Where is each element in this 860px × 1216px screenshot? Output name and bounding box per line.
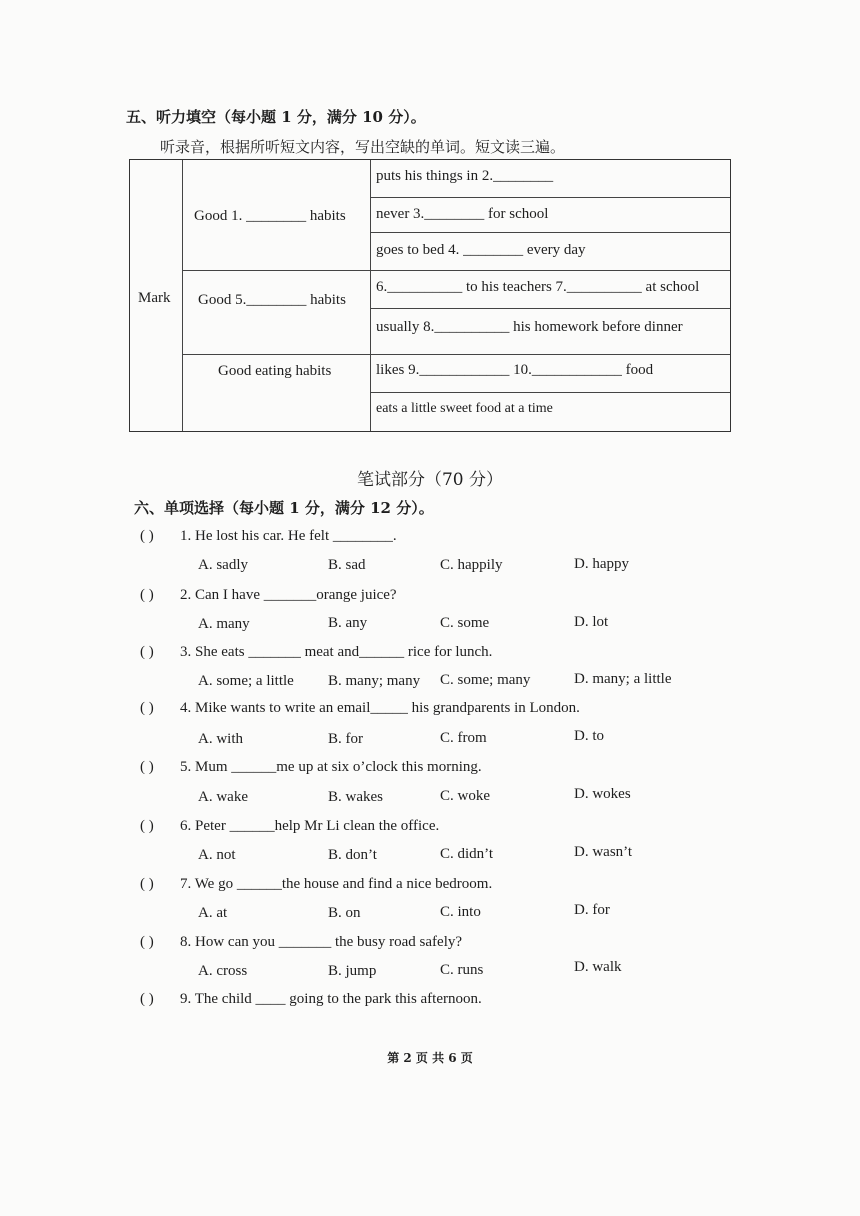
option-a: A. many [198, 616, 250, 632]
option-c: C. from [440, 730, 487, 746]
listening-table [129, 159, 731, 432]
option-c: C. didn’t [440, 846, 494, 862]
option-b: B. jump [328, 963, 377, 979]
option-c: C. some; many [440, 672, 531, 688]
option-a: A. wake [198, 789, 248, 805]
table-row: usually 8.__________ his homework before dinner [376, 319, 683, 335]
option-d: D. wokes [574, 786, 631, 802]
option-b: B. don’t [328, 847, 377, 863]
answer-bracket[interactable]: ( ) [140, 934, 154, 950]
option-a: A. sadly [198, 557, 248, 573]
question-3 [140, 644, 492, 661]
answer-bracket[interactable]: ( ) [140, 700, 154, 716]
group-label-2: Good 5.________ habits [198, 292, 346, 308]
option-b: B. many; many [328, 673, 421, 689]
question-text: 9. The child ____ going to the park this afternoon. [180, 991, 482, 1007]
question-text: 4. Mike wants to write an email_____ his grandparents in London. [180, 700, 580, 716]
option-b: B. sad [328, 557, 366, 573]
group-label-3: Good eating habits [218, 363, 332, 379]
option-a: A. cross [198, 963, 248, 979]
question-2 [140, 587, 397, 604]
question-text: 2. Can I have _______orange juice? [180, 587, 397, 603]
question-4 [140, 700, 580, 717]
table-row: puts his things in 2.________ [376, 168, 554, 184]
option-c: C. runs [440, 962, 484, 978]
option-d: D. wasn’t [574, 844, 633, 860]
option-a: A. not [198, 847, 236, 863]
option-d: D. lot [574, 614, 609, 630]
option-d: D. for [574, 902, 610, 918]
table-row: likes 9.____________ 10.____________ food [376, 362, 654, 378]
question-text: 5. Mum ______me up at six o’clock this morning. [180, 759, 482, 775]
question-1 [140, 528, 397, 545]
question-8 [140, 934, 462, 951]
question-text: 6. Peter ______help Mr Li clean the office. [180, 818, 440, 834]
question-text: 1. He lost his car. He felt ________. [180, 528, 397, 544]
option-a: A. some; a little [198, 673, 294, 689]
option-d: D. to [574, 728, 604, 744]
option-d: D. many; a little [574, 671, 672, 687]
answer-bracket[interactable]: ( ) [140, 876, 154, 892]
student-name-cell: Mark [138, 290, 171, 306]
option-d: D. walk [574, 959, 622, 975]
question-text: 8. How can you _______ the busy road safely? [180, 934, 463, 950]
option-b: B. on [328, 905, 361, 921]
table-row: eats a little sweet food at a time [376, 401, 553, 416]
section-6-title: 六、单项选择（每小题 1 分，满分 12 分）。 [134, 499, 434, 517]
table-row: 6.__________ to his teachers 7.__________ at school [376, 279, 700, 295]
option-b: B. any [328, 615, 368, 631]
option-a: A. at [198, 905, 228, 921]
option-c: C. woke [440, 788, 490, 804]
section-5-instruction: 听录音，根据所听短文内容，写出空缺的单词。短文读三遍。 [160, 138, 566, 156]
answer-bracket[interactable]: ( ) [140, 759, 154, 775]
option-b: B. wakes [328, 789, 383, 805]
page-footer: 第 2 页 共 6 页 [387, 1051, 473, 1065]
question-5 [140, 759, 482, 776]
table-row: goes to bed 4. ________ every day [376, 242, 586, 258]
question-text: 3. She eats _______ meat and______ rice for lunch. [180, 644, 493, 660]
option-c: C. into [440, 904, 481, 920]
answer-bracket[interactable]: ( ) [140, 991, 154, 1007]
option-b: B. for [328, 731, 363, 747]
answer-bracket[interactable]: ( ) [140, 644, 154, 660]
answer-bracket[interactable]: ( ) [140, 528, 154, 544]
answer-bracket[interactable]: ( ) [140, 587, 154, 603]
option-d: D. happy [574, 556, 629, 572]
question-text: 7. We go ______the house and find a nice bedroom. [180, 876, 493, 892]
option-c: C. happily [440, 557, 503, 573]
question-9 [140, 991, 482, 1008]
group-label-1: Good 1. ________ habits [194, 208, 346, 224]
option-c: C. some [440, 615, 490, 631]
written-part-title: 笔试部分（70 分） [356, 470, 504, 490]
question-6 [140, 818, 439, 835]
option-a: A. with [198, 731, 243, 747]
section-5-title: 五、听力填空（每小题 1 分，满分 10 分）。 [126, 108, 426, 126]
answer-bracket[interactable]: ( ) [140, 818, 154, 834]
table-row: never 3.________ for school [376, 206, 549, 222]
question-7 [140, 876, 492, 893]
